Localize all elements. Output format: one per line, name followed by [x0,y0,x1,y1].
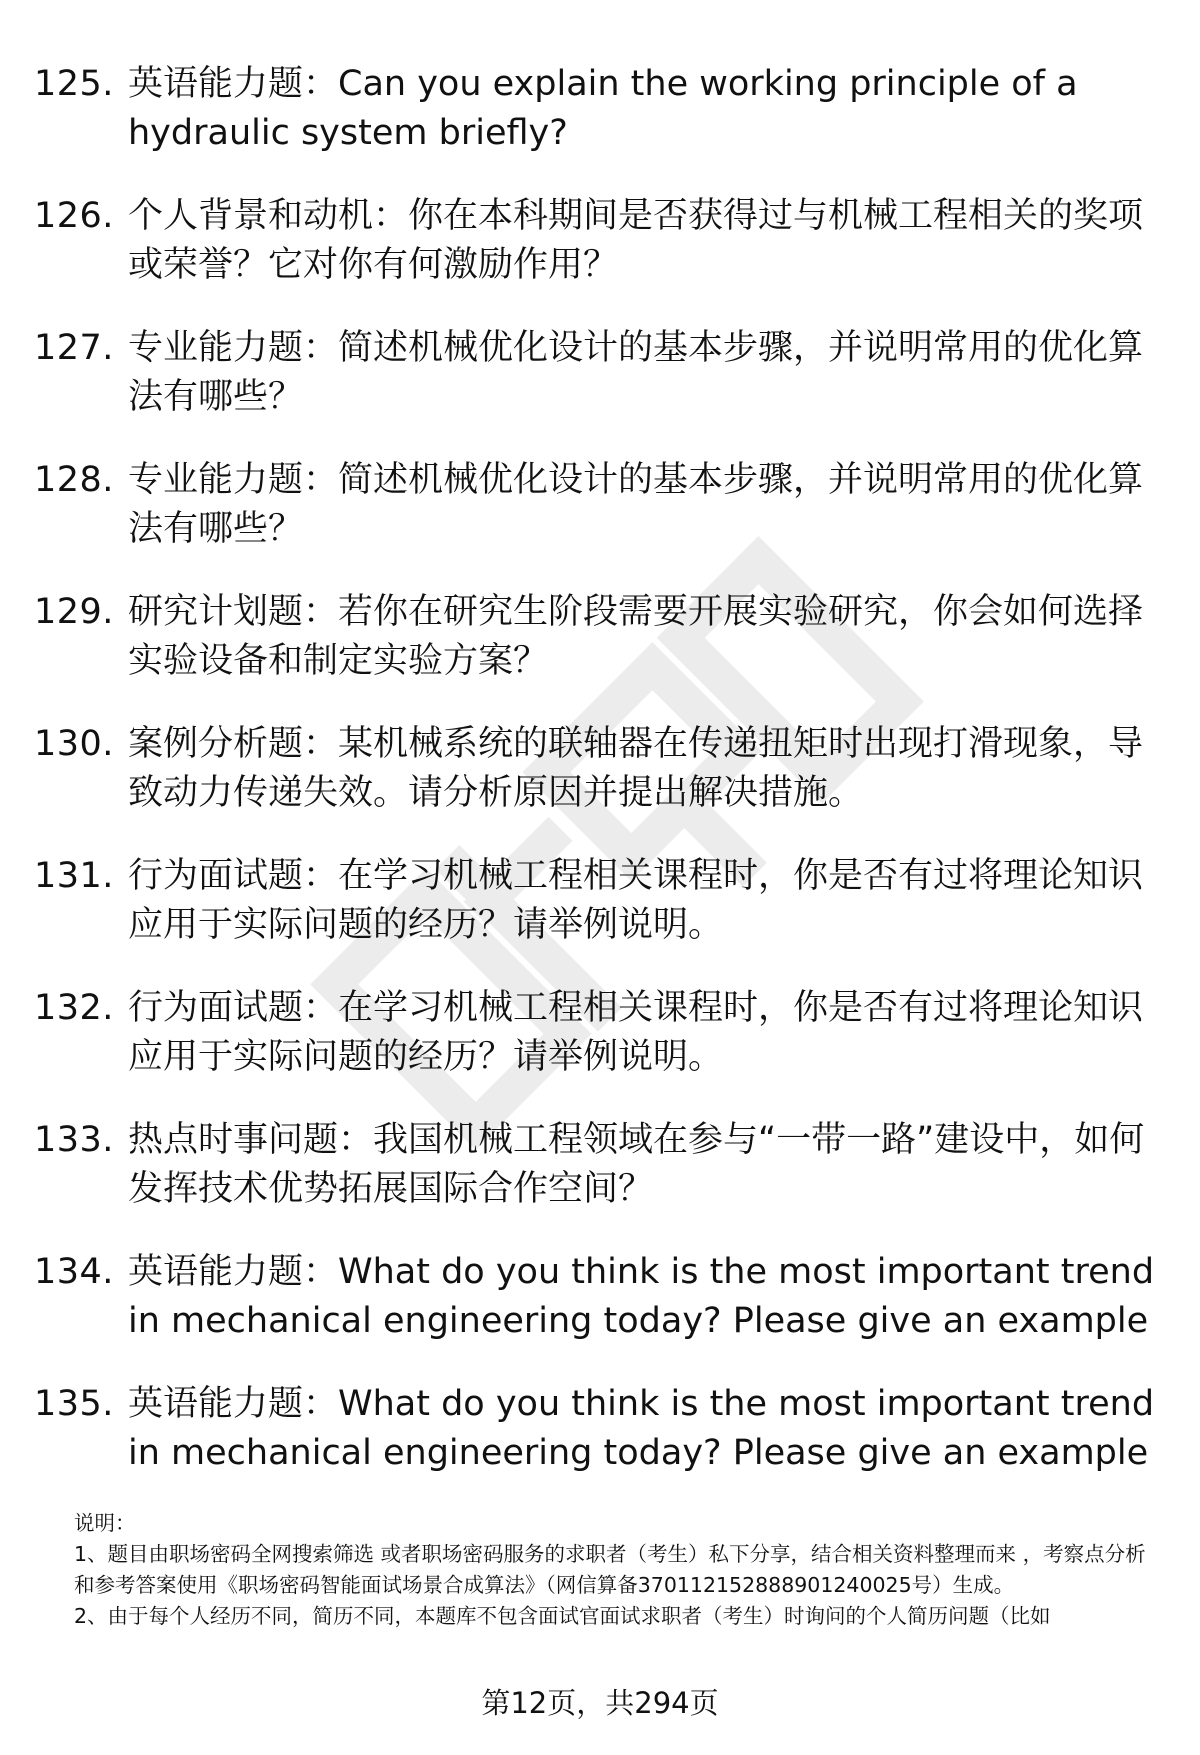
question-text: 英语能力题：What do you think is the most important trend in mechanical engineering today? Please give an example [128,1384,1155,1473]
question-item [34,588,1174,720]
notes-heading: 说明： [74,1511,136,1535]
question-number: 131. [34,856,114,896]
question-number: 129. [34,592,114,632]
question-number: 127. [34,328,114,368]
question-item [34,852,1174,984]
question-number: 134. [34,1252,114,1292]
question-text: 专业能力题：简述机械优化设计的基本步骤，并说明常用的优化算法有哪些？ [128,460,1144,549]
question-item [34,1116,1174,1248]
question-list [34,60,1174,1512]
question-text: 案例分析题：某机械系统的联轴器在传递扭矩时出现打滑现象，导致动力传递失效。请分析原因并提出解决措施。 [128,724,1144,813]
question-item [34,324,1174,456]
question-number: 132. [34,988,114,1028]
question-text: 热点时事问题：我国机械工程领域在参与“一带一路”建设中，如何发挥技术优势拓展国际合作空间？ [128,1120,1145,1209]
question-item [34,60,1174,192]
notes-line-1: 1、题目由职场密码全网搜索筛选 或者职场密码服务的求职者（考生）私下分享，结合相关资料整理而来 ，考察点分析和参考答案使用《职场密码智能面试场景合成算法》（网信算备370112152888901240025号）生成。 [74,1542,1146,1597]
question-number: 133. [34,1120,114,1160]
question-item [34,720,1174,852]
question-text: 专业能力题：简述机械优化设计的基本步骤，并说明常用的优化算法有哪些？ [128,328,1144,417]
question-item [34,984,1174,1116]
page-footer [0,1683,1200,1723]
question-item [34,456,1174,588]
question-text: 行为面试题：在学习机械工程相关课程时，你是否有过将理论知识应用于实际问题的经历？请举例说明。 [128,988,1144,1077]
notes-line-2: 2、由于每个人经历不同，简历不同，本题库不包含面试官面试求职者（考生）时询问的个人简历问题（比如 [74,1604,1051,1628]
question-number: 130. [34,724,114,764]
question-number: 128. [34,460,114,500]
question-text: 行为面试题：在学习机械工程相关课程时，你是否有过将理论知识应用于实际问题的经历？请举例说明。 [128,856,1144,945]
question-text: 研究计划题：若你在研究生阶段需要开展实验研究，你会如何选择实验设备和制定实验方案？ [128,592,1144,681]
question-number: 125. [34,64,114,104]
question-item [34,192,1174,324]
question-item [34,1380,1174,1512]
question-item [34,1248,1174,1380]
question-text: 个人背景和动机：你在本科期间是否获得过与机械工程相关的奖项或荣誉？它对你有何激励作用？ [128,196,1144,285]
question-number: 135. [34,1384,114,1424]
question-text: 英语能力题：Can you explain the working principle of a hydraulic system briefly? [128,64,1078,153]
page-number-label: 第12页，共294页 [481,1686,719,1720]
question-text: 英语能力题：What do you think is the most important trend in mechanical engineering today? Please give an example [128,1252,1155,1341]
notes-section [74,1508,1164,1632]
question-number: 126. [34,196,114,236]
